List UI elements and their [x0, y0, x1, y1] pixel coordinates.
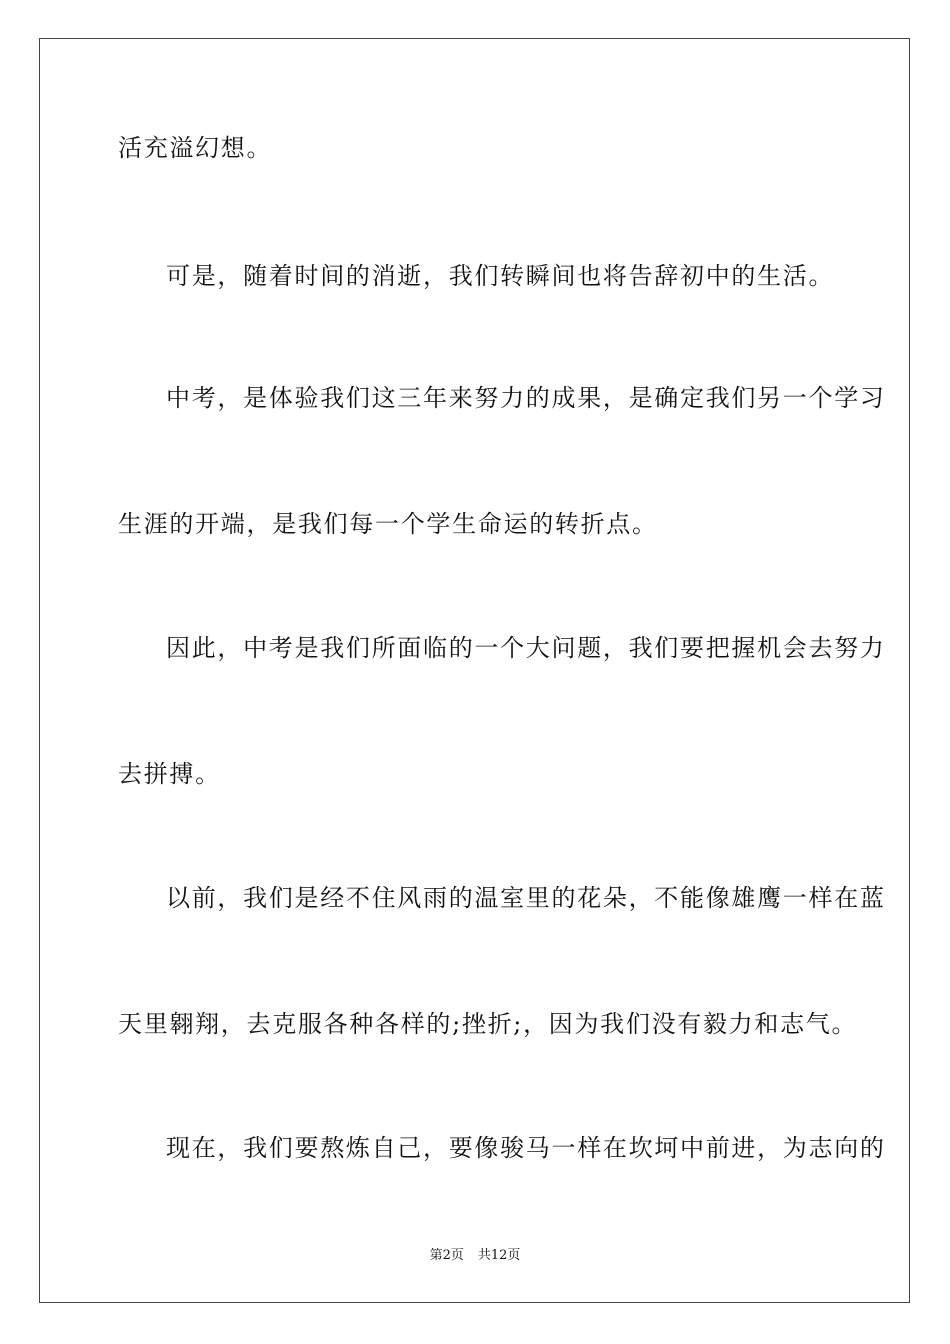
text-line-1: 活充溢幻想。 — [118, 134, 273, 162]
page-border — [39, 38, 910, 1303]
page-number-current: 第2页 — [429, 1248, 464, 1263]
page-number-total: 共12页 — [477, 1248, 521, 1263]
text-line-2: 可是，随着时间的消逝，我们转瞬间也将告辞初中的生活。 — [166, 262, 835, 290]
text-line-8: 天里翱翔，去克服各种各样的;挫折;，因为我们没有毅力和志气。 — [118, 1010, 858, 1038]
text-line-3: 中考，是体验我们这三年来努力的成果，是确定我们另一个学习 — [166, 384, 886, 412]
text-line-5: 因此，中考是我们所面临的一个大问题，我们要把握机会去努力 — [166, 634, 886, 662]
text-line-6: 去拼搏。 — [118, 760, 221, 788]
page-footer — [0, 1247, 950, 1265]
text-line-9: 现在，我们要熬炼自己，要像骏马一样在坎坷中前进，为志向的 — [166, 1134, 886, 1162]
text-line-4: 生涯的开端，是我们每一个学生命运的转折点。 — [118, 510, 658, 538]
text-line-7: 以前，我们是经不住风雨的温室里的花朵，不能像雄鹰一样在蓝 — [166, 884, 886, 912]
